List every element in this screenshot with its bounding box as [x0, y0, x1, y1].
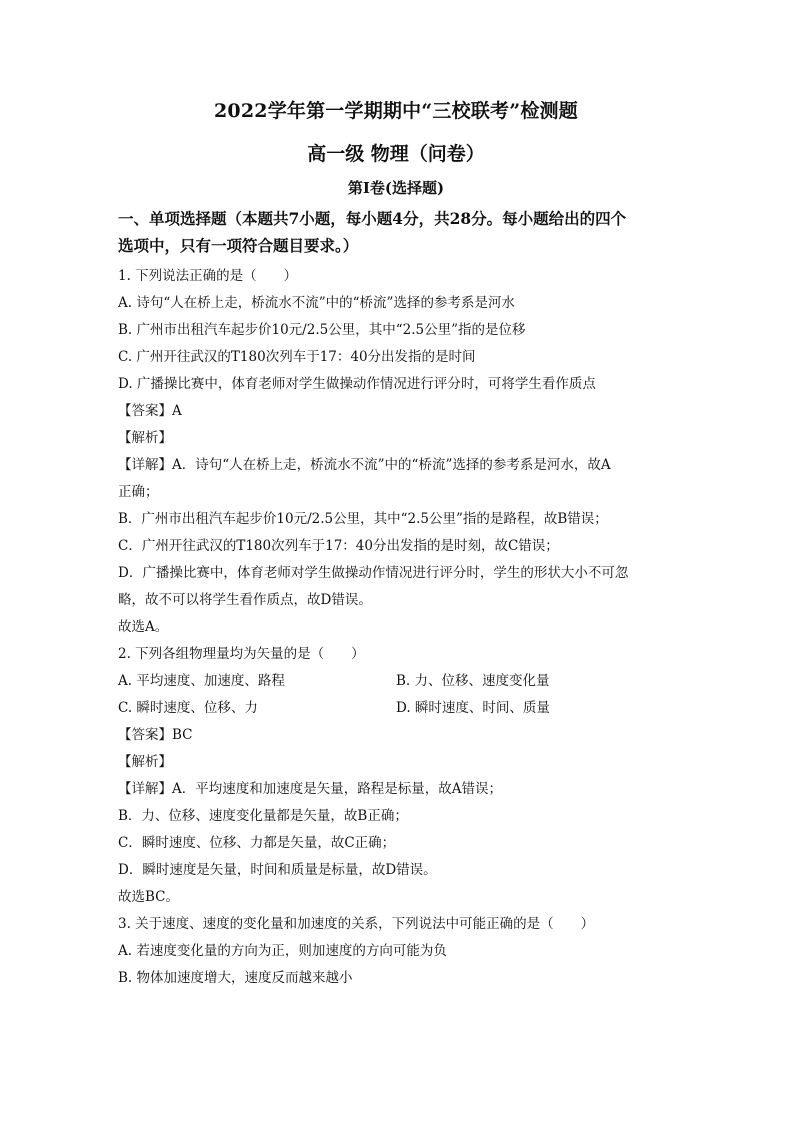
question-1-detail-line: 略，故不可以将学生看作质点，故D错误。	[118, 592, 372, 608]
question-2-option-a: A. 平均速度、加速度、路程	[118, 673, 285, 689]
question-2-detail-line: C．瞬时速度、位移、力都是矢量，故C正确；	[118, 835, 396, 851]
section-heading	[118, 205, 674, 259]
volume-heading: 第I卷(选择题)	[347, 179, 445, 197]
question-1-detail-line: 【详解】A．诗句“人在桥上走，桥流水不流”中的“桥流”选择的参考系是河水，故A	[118, 457, 611, 473]
exam-subtitle: 高一级 物理（问卷）	[307, 143, 485, 165]
question-2-detail-line: B．力、位移、速度变化量都是矢量，故B正确；	[118, 808, 408, 824]
question-2-options-row-2	[118, 695, 674, 722]
exam-title: 2022学年第一学期期中“三校联考”检测题	[214, 100, 578, 122]
question-1-detail-line: B．广州市出租汽车起步价10元/2.5公里，其中“2.5公里”指的是路程，故B错误；	[118, 511, 608, 527]
question-2-option-b: B. 力、位移、速度变化量	[396, 673, 550, 689]
question-2-stem: 2. 下列各组物理量均为矢量的是（ ）	[118, 646, 365, 662]
question-1-detail-line: C．广州开往武汉的T180次列车于17：40分出发指的是时刻，故C错误；	[118, 538, 559, 554]
question-1-stem: 1. 下列说法正确的是（ ）	[118, 268, 298, 284]
question-1-option-a: A. 诗句“人在桥上走，桥流水不流”中的“桥流”选择的参考系是河水	[118, 295, 515, 311]
question-2-option-c: C. 瞬时速度、位移、力	[118, 700, 258, 716]
section-heading-line-2: 选项中，只有一项符合题目要求。）	[118, 236, 359, 255]
question-3	[118, 911, 674, 992]
question-1-answer: 【答案】A	[118, 403, 182, 419]
question-1	[118, 263, 674, 641]
question-1-conclusion: 故选A。	[118, 619, 169, 635]
question-2-options-row-1	[118, 668, 674, 695]
question-1-detail-line: 正确；	[118, 484, 159, 500]
question-3-stem: 3. 关于速度、速度的变化量和加速度的关系，下列说法中可能正确的是（ ）	[118, 916, 595, 932]
question-3-option-a: A. 若速度变化量的方向为正，则加速度的方向可能为负	[118, 943, 447, 959]
question-2	[118, 641, 674, 911]
question-3-option-b: B. 物体加速度增大，速度反而越来越小	[118, 970, 353, 986]
question-2-answer: 【答案】BC	[118, 727, 193, 743]
question-2-detail-line: D．瞬时速度是矢量，时间和质量是标量，故D错误。	[118, 862, 437, 878]
question-2-conclusion: 故选BC。	[118, 889, 180, 905]
question-1-detail-line: D．广播操比赛中，体育老师对学生做操动作情况进行评分时，学生的形状大小不可忽	[118, 565, 629, 581]
question-1-option-c: C. 广州开往武汉的T180次列车于17：40分出发指的是时间	[118, 349, 476, 365]
question-2-analysis-label: 【解析】	[118, 754, 172, 770]
question-2-detail-line: 【详解】A．平均速度和加速度是矢量，路程是标量，故A错误；	[118, 781, 502, 797]
section-heading-line-1: 一、单项选择题（本题共7小题，每小题4分，共28分。每小题给出的四个	[118, 209, 627, 228]
question-2-option-d: D. 瞬时速度、时间、质量	[396, 700, 550, 716]
question-1-analysis-label: 【解析】	[118, 430, 172, 446]
question-1-option-b: B. 广州市出租汽车起步价10元/2.5公里，其中“2.5公里”指的是位移	[118, 322, 526, 338]
question-1-option-d: D. 广播操比赛中，体育老师对学生做操动作情况进行评分时，可将学生看作质点	[118, 376, 596, 392]
